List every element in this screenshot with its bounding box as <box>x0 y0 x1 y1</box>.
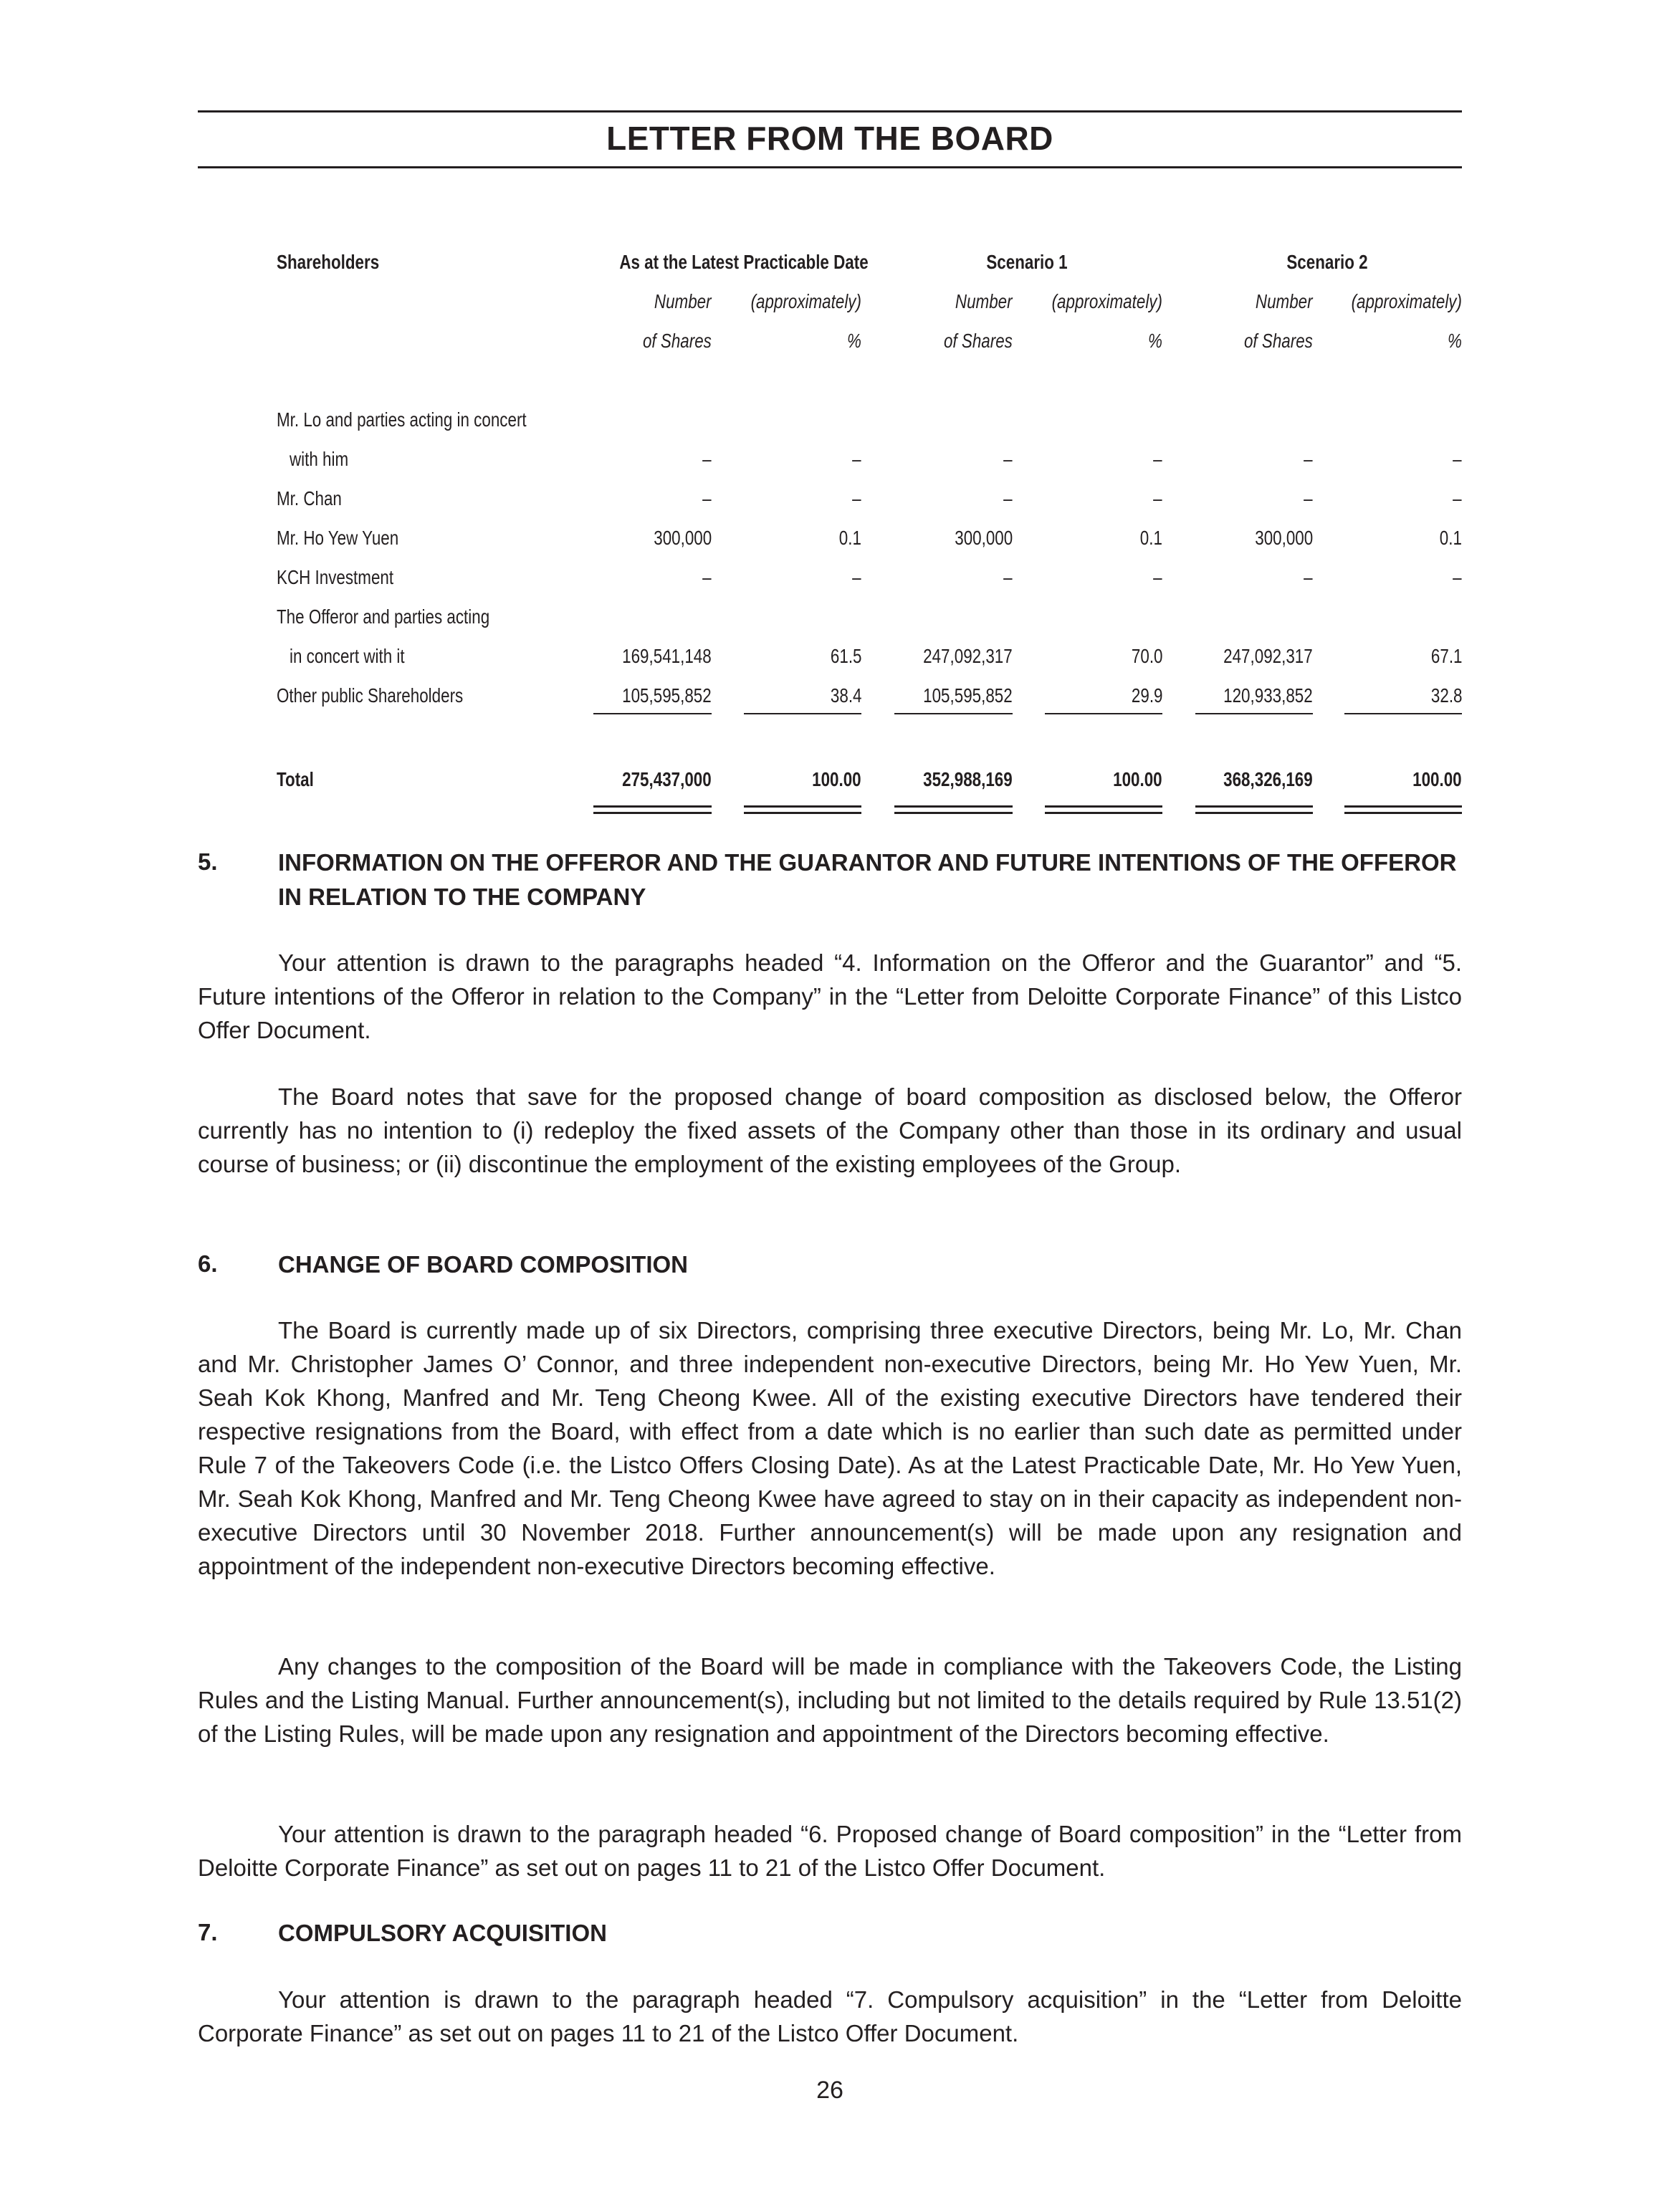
table-cell-s1-pct: 29.9 <box>1131 684 1162 707</box>
subheader-percent: % <box>847 330 861 352</box>
table-row-name: The Offeror and parties acting <box>277 605 490 628</box>
table-cell-latest-shares: – <box>702 487 712 509</box>
table-total-latest-shares: 275,437,000 <box>622 768 712 790</box>
table-total-double-rule <box>1195 805 1313 814</box>
table-row-name-continued: with him <box>290 448 349 470</box>
subheader-percent: % <box>1448 330 1462 352</box>
table-total-label: Total <box>277 768 314 790</box>
table-total-double-rule <box>593 805 712 814</box>
table-cell-s2-pct: 0.1 <box>1439 527 1462 549</box>
table-row-name-continued: in concert with it <box>290 645 405 667</box>
table-total-double-rule <box>894 805 1013 814</box>
table-cell-s2-shares: – <box>1304 448 1313 470</box>
subheader-approximately: (approximately) <box>1351 290 1462 312</box>
section-6-paragraph-3: Your attention is drawn to the paragraph headed “6. Proposed change of Board composition” in the “Letter from Deloitte Corporate Finance” as set out on pages 11 to 21 of the Listco Offer Document. <box>198 1821 1462 1881</box>
page-header-title: LETTER FROM THE BOARD <box>606 120 1053 157</box>
table-total-double-rule <box>744 805 861 814</box>
subheader-approximately: (approximately) <box>1051 290 1162 312</box>
table-row-name: Mr. Ho Yew Yuen <box>277 527 399 549</box>
table-cell-latest-shares: – <box>702 566 712 588</box>
header-shareholders: Shareholders <box>277 251 380 273</box>
table-cell-latest-shares: – <box>702 448 712 470</box>
table-row-name: Mr. Lo and parties acting in concert <box>277 408 527 431</box>
table-cell-latest-pct: 0.1 <box>838 527 861 549</box>
subheader-of-shares: of Shares <box>944 330 1013 352</box>
table-cell-s1-pct: – <box>1153 487 1162 509</box>
subheader-percent: % <box>1148 330 1162 352</box>
table-total-s1-shares: 352,988,169 <box>923 768 1013 790</box>
section-6-paragraph-1: The Board is currently made up of six Directors, comprising three executive Directors, being Mr. Lo, Mr. Chan and Mr. Christopher James O’ Connor, and three independent non-executive Directors, being Mr. Ho Yew Yuen, Mr. Seah Kok Khong, Manfred and Mr. Teng Cheong Kwee. All of the existing executive Directors have tendered their respective resignations from the Board, with effect from a date which is no earlier than such date as permitted under Rule 7 of the Takeovers Code (i.e. the Listco Offers Closing Date). As at the Latest Practicable Date, Mr. Ho Yew Yuen, Mr. Seah Kok Khong, Manfred and Mr. Teng Cheong Kwee have agreed to stay on in their capacity as independent non-executive Directors until 30 November 2018. Further announcement(s) will be made upon any resignation and appointment of the independent non-executive Directors becoming effective. <box>198 1317 1462 1579</box>
table-subtotal-rule <box>1045 713 1162 714</box>
table-cell-latest-pct: – <box>852 566 861 588</box>
table-cell-s2-pct: – <box>1453 566 1462 588</box>
section-5-number: 5. <box>198 848 218 875</box>
header-scenario-2: Scenario 2 <box>1286 251 1368 273</box>
section-6-paragraph-2: Any changes to the composition of the Board will be made in compliance with the Takeovers Code, the Listing Rules and the Listing Manual. Further announcement(s), including but not limited to the details required by Rule 13.51(2) of the Listing Rules, will be made upon any resignation and appointment of the Directors becoming effective. <box>198 1653 1462 1747</box>
shareholding-table <box>0 0 1659 860</box>
table-cell-latest-shares: 169,541,148 <box>622 645 712 667</box>
table-cell-s1-pct: – <box>1153 566 1162 588</box>
table-cell-s2-shares: 120,933,852 <box>1223 684 1313 707</box>
table-subtotal-rule <box>1344 713 1462 714</box>
table-total-latest-pct: 100.00 <box>812 768 861 790</box>
subheader-number: Number <box>1256 290 1313 312</box>
section-7-title: COMPULSORY ACQUISITION <box>278 1920 607 1946</box>
table-cell-s2-shares: – <box>1304 566 1313 588</box>
table-total-double-rule <box>1344 805 1462 814</box>
subheader-of-shares: of Shares <box>1244 330 1313 352</box>
section-5-paragraph-1: Your attention is drawn to the paragraphs headed “4. Information on the Offeror and the Guarantor” and “5. Future intentions of the Offeror in relation to the Company” in the “Letter from Deloitte Corporate Finance” of this Listco Offer Document. <box>198 949 1462 1043</box>
table-cell-s1-pct: – <box>1153 448 1162 470</box>
table-cell-s1-shares: 247,092,317 <box>923 645 1013 667</box>
section-6-number: 6. <box>198 1250 218 1277</box>
table-cell-s1-shares: 300,000 <box>955 527 1013 549</box>
section-5-title: INFORMATION ON THE OFFEROR AND THE GUARANTOR AND FUTURE INTENTIONS OF THE OFFEROR IN RELATION TO THE COMPANY <box>278 849 1457 910</box>
table-row-name: KCH Investment <box>277 566 394 588</box>
section-6-title: CHANGE OF BOARD COMPOSITION <box>278 1251 689 1278</box>
table-total-s2-pct: 100.00 <box>1412 768 1462 790</box>
table-cell-s2-pct: – <box>1453 487 1462 509</box>
subheader-approximately: (approximately) <box>750 290 861 312</box>
table-row-name: Mr. Chan <box>277 487 342 509</box>
table-cell-latest-shares: 300,000 <box>654 527 712 549</box>
table-cell-s2-shares: 247,092,317 <box>1223 645 1313 667</box>
table-cell-s2-shares: 300,000 <box>1255 527 1313 549</box>
table-cell-s2-pct: 67.1 <box>1430 645 1462 667</box>
section-7-number: 7. <box>198 1919 218 1945</box>
table-cell-latest-pct: 61.5 <box>830 645 861 667</box>
table-cell-latest-pct: 38.4 <box>830 684 861 707</box>
table-total-double-rule <box>1045 805 1162 814</box>
table-cell-s2-shares: – <box>1304 487 1313 509</box>
table-cell-latest-pct: – <box>852 487 861 509</box>
table-cell-s1-pct: 0.1 <box>1139 527 1162 549</box>
table-total-s2-shares: 368,326,169 <box>1223 768 1313 790</box>
table-cell-latest-shares: 105,595,852 <box>622 684 712 707</box>
table-total-s1-pct: 100.00 <box>1113 768 1162 790</box>
table-cell-s1-pct: 70.0 <box>1131 645 1162 667</box>
section-5-paragraph-2: The Board notes that save for the proposed change of board composition as disclosed below, the Offeror currently has no intention to (i) redeploy the fixed assets of the Company other than those in its ordinary and usual course of business; or (ii) discontinue the employment of the existing employees of the Group. <box>198 1083 1462 1177</box>
table-subtotal-rule <box>1195 713 1313 714</box>
table-cell-s2-pct: – <box>1453 448 1462 470</box>
table-cell-s1-shares: 105,595,852 <box>923 684 1013 707</box>
table-subtotal-rule <box>894 713 1013 714</box>
table-cell-s2-pct: 32.8 <box>1430 684 1462 707</box>
table-cell-s1-shares: – <box>1003 487 1013 509</box>
table-subtotal-rule <box>744 713 861 714</box>
header-scenario-1: Scenario 1 <box>986 251 1068 273</box>
table-subtotal-rule <box>593 713 712 714</box>
table-cell-latest-pct: – <box>852 448 861 470</box>
subheader-number: Number <box>955 290 1013 312</box>
table-cell-s1-shares: – <box>1003 448 1013 470</box>
table-row-name: Other public Shareholders <box>277 684 464 707</box>
header-latest-date: As at the Latest Practicable Date <box>619 251 869 273</box>
page-number: 26 <box>816 2077 843 2104</box>
subheader-number: Number <box>654 290 712 312</box>
section-7-paragraph-1: Your attention is drawn to the paragraph headed “7. Compulsory acquisition” in the “Letter from Deloitte Corporate Finance” as set out on pages 11 to 21 of the Listco Offer Document. <box>198 1986 1462 2046</box>
table-cell-s1-shares: – <box>1003 566 1013 588</box>
subheader-of-shares: of Shares <box>643 330 712 352</box>
